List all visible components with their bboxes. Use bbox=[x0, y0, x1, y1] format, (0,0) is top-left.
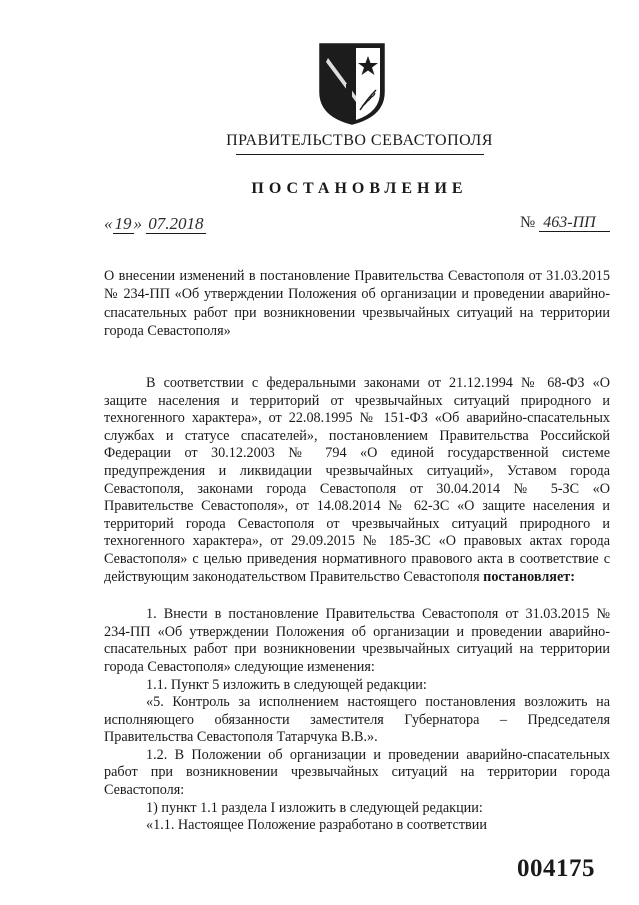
clause-1-1: 1.1. Пункт 5 изложить в следующей редакции: bbox=[146, 676, 427, 693]
title-underline bbox=[236, 154, 484, 155]
government-title: ПРАВИТЕЛЬСТВО СЕВАСТОПОЛЯ bbox=[226, 132, 493, 149]
sevastopol-coat-of-arms-emblem bbox=[316, 40, 388, 126]
preamble-paragraph bbox=[104, 375, 610, 586]
document-body bbox=[104, 375, 610, 835]
preamble-text: В соответствии с федеральными законами от 21.12.1994 № 68-ФЗ «О защите населения и территорий от чрезвычайных ситуаций природного и техногенного характера», от 22.08.1995 № 151-ФЗ «Об аварийно-спасательных службах и статусе спасателей», постановлением Правительства Российской Федерации от 30.12.2003 № 794 «О единой государственной системе предупреждения и ликвидации чрезвычайных ситуаций», Уставом города Севастополя, законами города Севастополя от 30.04.2014 № 5-ЗС «О Правительстве Севастополя», от 14.08.2014 № 62-ЗС «О защите населения и территорий города Севастополя от чрезвычайных ситуаций природного и техногенного характера», от 29.09.2015 № 185-ЗС «О правовых актах города Севастополя» с целью приведения нормативного правового акта в соответствие с действующим законодательством Правительство Севастополя bbox=[104, 375, 610, 585]
document-subject: О внесении изменений в постановление Правительства Севастополя от 31.03.2015 № 234-ПП «Об утверждении Положения об организации и проведении аварийно-спасательных работ при возникновении чрезвычайных ситуаций на территории города Севастополя» bbox=[104, 268, 610, 340]
clause-1: 1. Внести в постановление Правительства Севастополя от 31.03.2015 № 234-ПП «Об утверждении Положения об организации и проведении аварийно-спасательных работ при возникновении чрезвычайных ситуаций на территории города Севастополя» следующие изменения: bbox=[104, 606, 610, 675]
clause-1-1-new-text: «1.1. Настоящее Положение разработано в соответствии bbox=[146, 817, 487, 834]
number-sign: № bbox=[520, 214, 536, 231]
date-day: 19 bbox=[114, 214, 132, 233]
form-serial-number: 004175 bbox=[517, 855, 595, 882]
date-month-year: 07.2018 bbox=[148, 214, 204, 233]
clause-5-new-text: «5. Контроль за исполнением настоящего постановления возложить на исполняющего обязанности заместителя Губернатора – Председателя Правительства Севастополя Татарчука В.В.». bbox=[104, 694, 610, 746]
document-date bbox=[104, 214, 206, 234]
number-value: 463-ПП bbox=[539, 214, 609, 232]
document-number bbox=[520, 214, 610, 232]
date-quote-close: » bbox=[133, 214, 142, 233]
date-quote-open: « bbox=[104, 214, 113, 233]
clause-1-2-item-1: 1) пункт 1.1 раздела I изложить в следующей редакции: bbox=[146, 799, 483, 816]
resolves-word: постановляет bbox=[483, 568, 571, 585]
resolves-colon: : bbox=[570, 568, 575, 585]
document-type-heading: ПОСТАНОВЛЕНИЕ bbox=[251, 180, 468, 197]
clause-1-2: 1.2. В Положении об организации и проведении аварийно-спасательных работ при возникновении чрезвычайных ситуаций на территории города Севастополя: bbox=[104, 746, 610, 799]
